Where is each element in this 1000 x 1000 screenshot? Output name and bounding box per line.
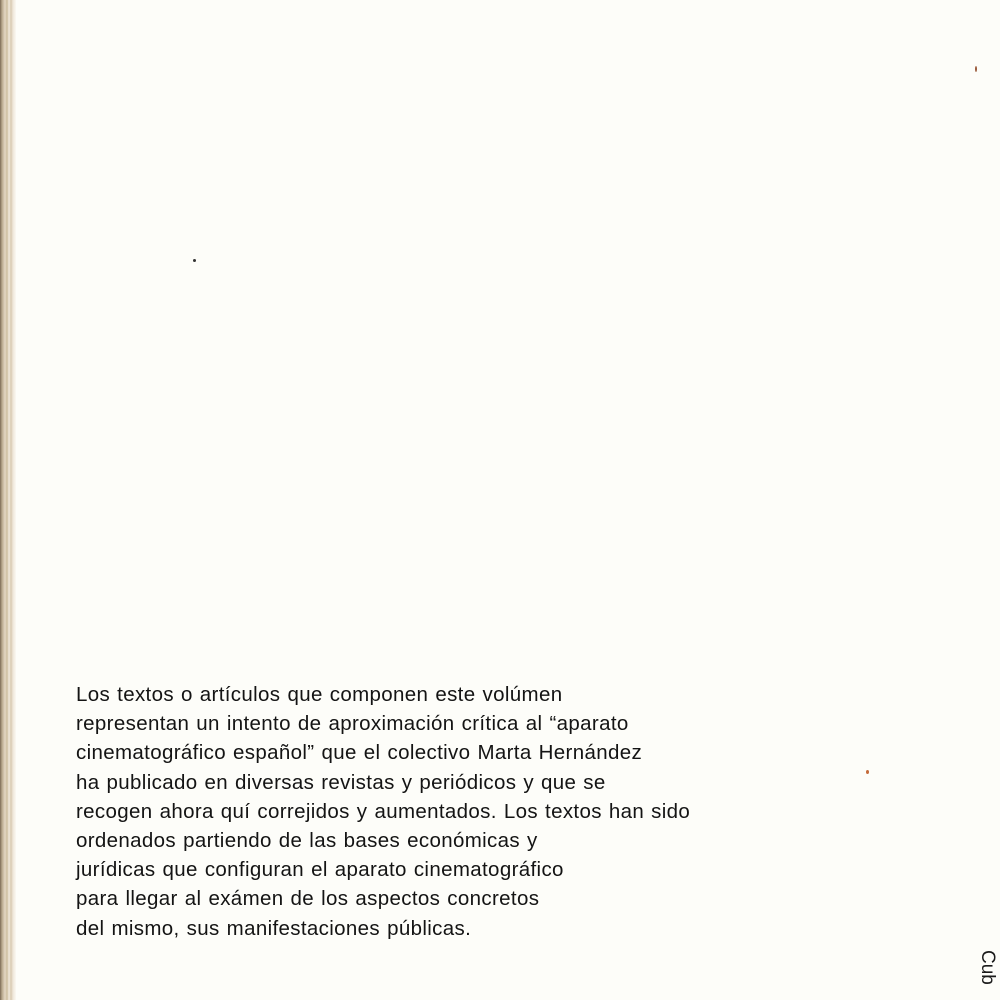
blurb-line: ha publicado en diversas revistas y periódicos y que se [76, 770, 606, 794]
blurb-line: Los textos o artículos que componen este volúmen [76, 683, 563, 706]
ink-speck [866, 770, 869, 774]
blurb-line: representan un intento de aproximación crítica al “aparato [76, 712, 629, 736]
ink-speck [975, 66, 977, 72]
spine-text: Cub [977, 950, 998, 985]
ink-speck [193, 259, 196, 262]
blurb-line: recogen ahora quí correjidos y aumentados. Los textos han sido [76, 799, 691, 823]
blurb-line: para llegar al exámen de los aspectos concretos [76, 887, 540, 911]
blurb-line: del mismo, sus manifestaciones públicas. [76, 916, 472, 940]
blurb-line: jurídicas que configuran el aparato cinematográfico [76, 858, 564, 882]
blurb-line: ordenados partiendo de las bases económicas y [76, 829, 538, 853]
page-edge [0, 0, 16, 1000]
cover-blurb [76, 680, 690, 943]
blurb-line: cinematográfico español” que el colectivo Marta Hernández [76, 741, 643, 765]
